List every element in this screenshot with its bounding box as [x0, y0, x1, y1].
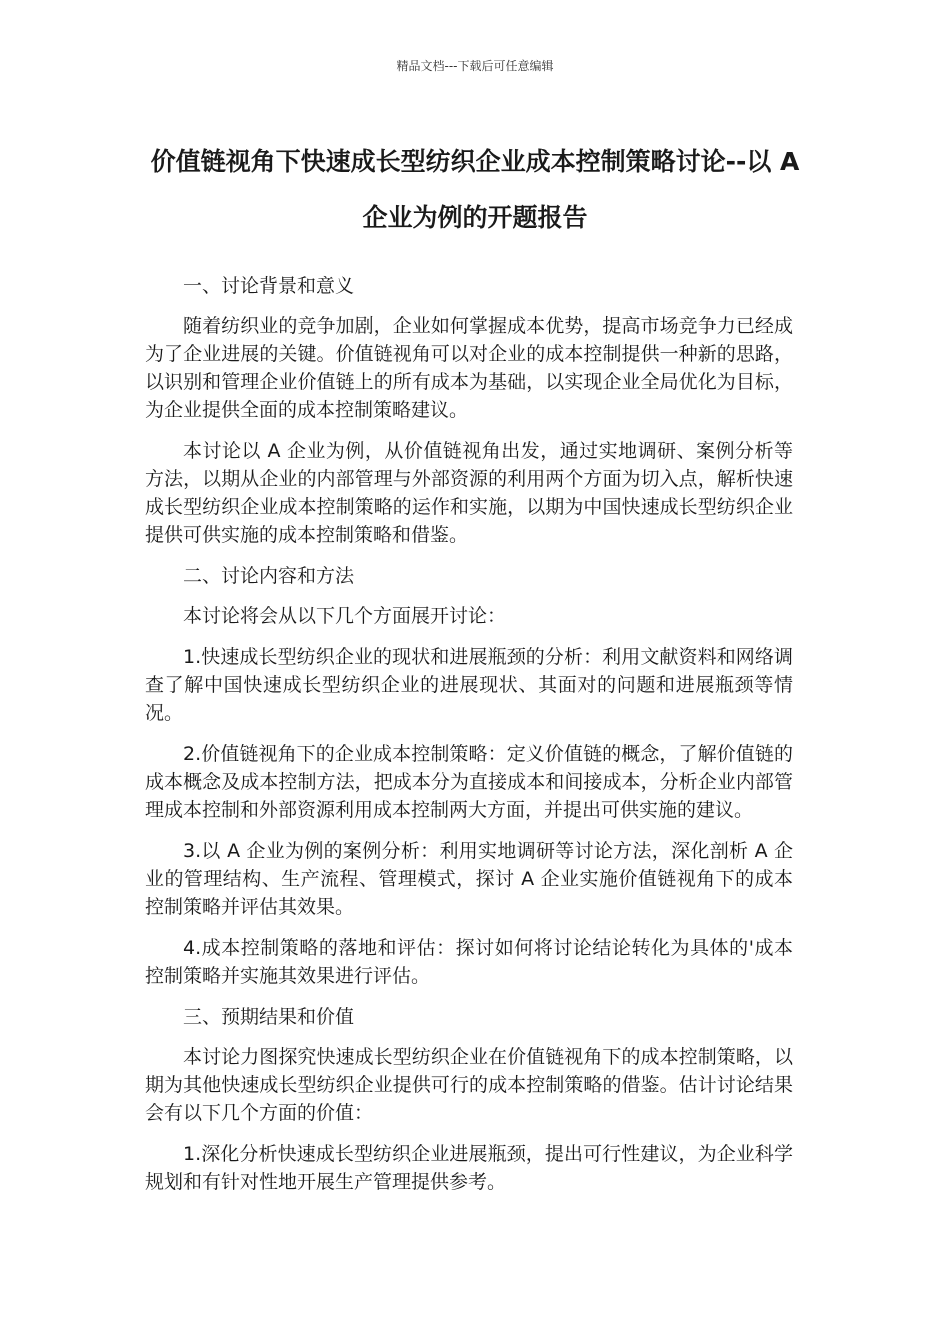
section-heading: 二、讨论内容和方法	[183, 565, 355, 587]
header-note: 精品文档---下载后可任意编辑	[396, 59, 554, 73]
paragraph: 随着纺织业的竞争加剧，企业如何掌握成本优势，提高市场竞争力已经成为了企业进展的关键。价值链视角可以对企业的成本控制提供一种新的思路，以识别和管理企业价值链上的所有成本为基础，以实现企业全局优化为目标，为企业提供全面的成本控制策略建议。	[145, 315, 793, 421]
document-body	[145, 272, 793, 1209]
section-heading: 三、预期结果和价值	[183, 1006, 355, 1028]
list-item: 1.快速成长型纺织企业的现状和进展瓶颈的分析：利用文献资料和网络调查了解中国快速成长型纺织企业的进展现状、其面对的问题和进展瓶颈等情况。	[145, 646, 793, 724]
paragraph: 本讨论将会从以下几个方面展开讨论：	[183, 605, 507, 627]
list-item: 1.深化分析快速成长型纺织企业进展瓶颈，提出可行性建议，为企业科学规划和有针对性地开展生产管理提供参考。	[145, 1143, 793, 1193]
paragraph: 本讨论以 A 企业为例，从价值链视角出发，通过实地调研、案例分析等方法，以期从企业的内部管理与外部资源的利用两个方面为切入点，解析快速成长型纺织企业成本控制策略的运作和实施，以期为中国快速成长型纺织企业提供可供实施的成本控制策略和借鉴。	[145, 440, 793, 546]
document-title: 价值链视角下快速成长型纺织企业成本控制策略讨论--以 A 企业为例的开题报告	[150, 147, 800, 232]
list-item: 4.成本控制策略的落地和评估：探讨如何将讨论结论转化为具体的'成本控制策略并实施其效果进行评估。	[145, 937, 793, 987]
paragraph: 本讨论力图探究快速成长型纺织企业在价值链视角下的成本控制策略，以期为其他快速成长型纺织企业提供可行的成本控制策略的借鉴。估计讨论结果会有以下几个方面的价值：	[145, 1046, 793, 1124]
section-heading: 一、讨论背景和意义	[183, 275, 355, 297]
list-item: 2.价值链视角下的企业成本控制策略：定义价值链的概念，了解价值链的成本概念及成本控制方法，把成本分为直接成本和间接成本，分析企业内部管理成本控制和外部资源利用成本控制两大方面，并提出可供实施的建议。	[145, 743, 793, 821]
list-item: 3.以 A 企业为例的案例分析：利用实地调研等讨论方法，深化剖析 A 企业的管理结构、生产流程、管理模式，探讨 A 企业实施价值链视角下的成本控制策略并评估其效果。	[145, 840, 793, 918]
